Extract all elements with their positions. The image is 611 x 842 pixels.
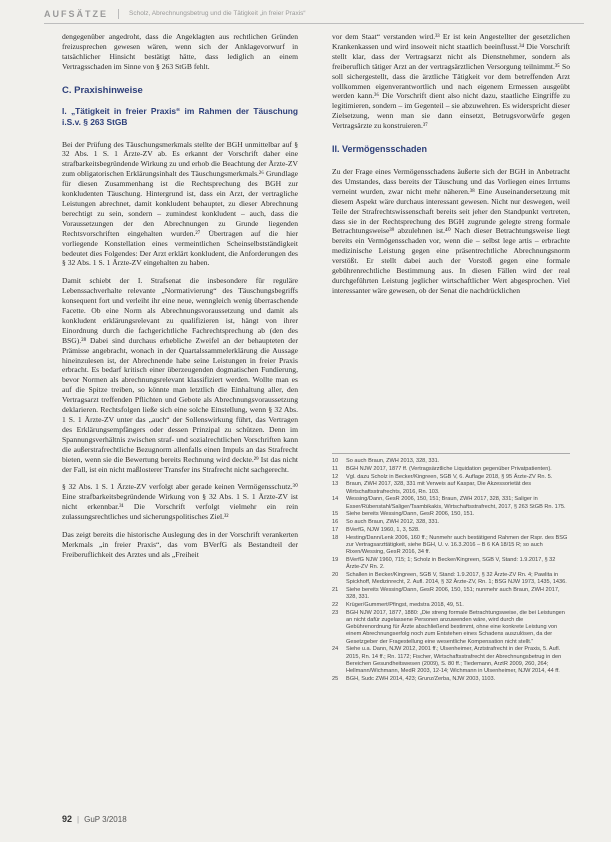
footnote-item [332,527,570,534]
right-column [332,32,570,304]
footnote-number: 13 [332,481,339,488]
footnote-text: BGH NJW 2017, 1877, 1880: „Die streng formale Betrachtungsweise, die bei Leistungen an nicht dafür zugelassene Personen anzuwenden wäre, wird durch die Gebührenordnung für Ärzte abschließend bestimmt, ohne eine konkrete Leistung von einem Abrechnungserfolg noch zum Entstehen eines Schadens auszulösen, da der Gesetzgeber der Fragestellung eine wesentliche Kompensation nicht stellt.“ [346,609,565,645]
footnote-number: 15 [332,511,339,518]
footnote-item [332,458,570,465]
footnote-item [332,646,570,675]
left-paragraph-2: Damit schiebt der I. Strafsenat die insbesondere für reguläre Lebenssachverhalte relevante „Normativierung“ des Täuschungsbegriffs konsequent fort und verleiht ihr eine neue, wenngleich wenig überraschende Facette. Ob eine Norm als Abrechnungsvoraussetzung und damit als konkludent erklärungsrelevant zu qualifizieren ist, hängt von ihrer Einordnung durch die fachgerichtliche Fachrechtsprechung ab (den des BSG).²⁸ Dabei sind durchaus erhebliche Zweifel an der behaupteten der Prämisse angebracht, wonach in der Quartalssammelerklärung die Aussage hineinzulesen ist, der Abrechnende habe seine Leistungen in freier Praxis erbracht. Es bedarf kritisch einer überzeugenden dogmatischen Fundierung, bevor Normen als abrechnungsrelevant klassifiziert werden. Wollte man es auf die Spitze treiben, so könnte man letztlich die Einhaltung aller, den Vertragsarzt treffenden Pflichten und Gebote als Abrechnungsvoraussetzung deklarieren. Rechtsfolgen ließe sich eine solche Einstellung, wenn § 32 Abs. 1 S. 1 Ärzte-ZV unter das „auch“ der Sollenswirkung führt, das Vertragen des Erklärungsempfängers oder dessen Prinzipal zu schützen. Denn im Spannungsverhältnis zwischen straf- und sozialrechtlichen Vorschriften kann die außerstrafrechtliche Bezugnorm allenfalls einen Impuls an das Strafrecht bieten, wenn sie die Bewertung bereits Rechnung wird deckte.²⁹ Ist das nicht der Fall, ist ein nicht maßlosterer Transfer ins Strafrecht nicht sachgerecht. [62,276,298,474]
footnote-text: Siehe u.a. Dann, NJW 2012, 2001 ff.; Ulsenheimer, Arztstrafrecht in der Praxis, 5. Aufl. 2015, Rn. 14 ff.; Rn. 1172; Fischer, Wirtschaftsstrafrecht der Abrechnungsbetrug in den Bereichen Gesundheitswesen (2009), S. 80 ff.; Tiedemann, ArztR 2009, 260, 264; Hellmann/Wichmann, MedR 2003, 12-14; Wichmann in Ulsenheimer, NJW 2014, 44 ff. [346,646,562,674]
left-paragraph-3: § 32 Abs. 1 S. 1 Ärzte-ZV verfolgt aber gerade keinen Vermögensschutz.³⁰ Eine strafbarkeitsbegründende Wirkung von § 32 Abs. 1 S. 1 Ärzte-ZV ist nicht erkennbar.³¹ Die Vorschrift verfolgt vielmehr ein rein zulassungsrechtliches und sicherungspolitisches Ziel.³² [62,482,298,522]
footnote-text: BGH, Sudc ZWH 2014, 423; Grunz/Zerba, NJW 2003, 1103. [346,675,496,682]
footnote-text: Braun, ZWH 2017, 328, 331 mit Verweis auf Kaspar, Die Akzessorietät des Wirtschaftsstrafrechts, 2016, Rn. 103. [346,481,531,495]
footnote-item [332,511,570,518]
footnote-item [332,535,570,557]
footnote-number: 17 [332,526,339,533]
footnotes-section [332,453,570,684]
footnote-text: Schallen in Becker/Kingreen, SGB V, Stand: 1.9.2017, § 32 Ärzte-ZV Rn. 4; Pawlita in Spickhoff, Medizinrecht, 2. Aufl. 2014, § 32 Ärzte-ZV, Rn. 1; BSG NJW 1973, 1435, 1436. [346,571,567,586]
left-paragraph-4: Das zeigt bereits die historische Auslegung des in der Vorschrift verankerten Merkmals „in freier Praxis“, das vom BVerfG als Bestandteil der Freiberuflichkeit des Arztes und als „Freiheit [62,530,298,559]
left-paragraph-1: Bei der Prüfung des Täuschungsmerkmals stellte der BGH unmittelbar auf § 32 Abs. 1 S. 1 Ärzte-ZV ab. Es erkannt der Vorschrift daher eine strafbarkeitsbegründende Wirkung zu und erhob die Beachtung der Ärzte-ZV zum obligatorischen Erklärungsinhalt des Täuschungsmerkmals.²⁶ Grundlage für diesen Zusammenhang ist die Rechtsprechung des BGH zur konkludenten Täuschung. Hintergrund ist, dass ein Arzt, der vertragliche Leistungen abrechnet, damit konkludent behauptet, zu dieser Abrechnung berechtigt zu sein, sondern – zumindest konkludent – auch, dass die Voraussetzungen der den Abrechnungen zu Grunde liegenden Rechtsvorschriften eingehalten wurden.²⁷ Übertragen auf die hier vorliegende Konstellation eines vermeintlichen Scheinselbstständigkeit bedeutet dies Folgendes: Der Arzt erklärt konkludent, die Anforderungen des § 32 Abs. 1 S. 1 Ärzte-ZV eingehalten zu haben. [62,139,298,268]
right-paragraph-1: vor dem Staat“ verstanden wird.³³ Er ist kein Angestellter der gesetzlichen Krankenkassen und wird insoweit nicht staatlich beeinflusst.³⁴ Die Vorschrift stellt klar, dass der Vertragsarzt nicht als Dienstnehmer, sondern als freiberuflich tätiger Arzt an der vertragsärztlichen Versorgung teilnimmt.³⁵ So soll sichergestellt, dass die ärztliche Tätigkeit vor dem betreffenden Arzt vollkommen eigenverantwortlich und nach eigenem Ermessen ausgeübt werden kann.³⁶ Die Vorschrift dient also nicht dazu, staatliche Eingriffe zu legitimieren, sondern – im Gegenteil – sie abzuwehren. Es widerspricht dieser Zielsetzung, wenn man sie dann einsetzt, Betrugsvorwürfe gegen Vertragsärzte zu konstruieren.³⁷ [332,32,570,131]
footnote-item [332,519,570,526]
footnote-number: 19 [332,556,339,563]
footnote-text: BVerfG NJW 1960, 715; 1; Scholz in Becker/Kingreen, SGB V, Stand: 1.9.2017, § 32 Ärzte-ZV Rn. 2. [346,556,556,571]
footnote-item [332,572,570,586]
footnote-text: Siehe bereits Wessing/Dann, GesR 2006, 150, 151. [346,511,475,518]
left-intro-paragraph: dengegenüber angedroht, dass die Angeklagten aus rechtlichen Gründen freizusprechen gewesen wären, wenn sich der Anklagevorwurf in tatsächlicher Hinsicht bestätigt hätte, dass lediglich an einem Vertragsschaden im Sinne von § 263 StGB fehlt. [62,32,298,71]
left-column [62,32,298,568]
footnote-item [332,496,570,510]
header-article-title: Scholz, Abrechnungsbetrug und die Tätigkeit „in freier Praxis“ [129,10,306,17]
running-header [44,4,584,24]
footnote-item [332,474,570,481]
footnote-text: Hesting/Dann/Lenk 2006, 160 ff.; Nunmehr auch bestätigend Rahmen der Rspr. des BSG zur Vertragsarzttätigkeit, siehe BGH, U. v. 16.3.2016 – B 6 KA 18/15 R; so auch Rixen/Wessing, GesR 2016, 34 ff. [346,534,568,556]
footnote-number: 16 [332,519,339,526]
header-divider [118,9,119,19]
section-heading-practice-notes: C. Praxishinweise [62,84,143,96]
footnote-number: 20 [332,571,339,578]
footnote-text: Siehe bereits Wessing/Dann, GesR 2006, 150, 151; nunmehr auch Braun, ZWH 2017, 328, 331. [346,586,560,601]
footnote-number: 11 [332,465,338,472]
footnote-text: Krüger/Gummert/Pfingst, medstra 2018, 49, 51. [346,601,464,608]
footnote-number: 10 [332,458,339,464]
footnote-item [332,481,570,495]
footnote-number: 14 [332,496,339,503]
footnote-text: Vgl. dazu Scholz in Becker/Kingreen, SGB V, 6. Auflage 2018, § 95 Ärzte-ZV Rn. 5. [346,473,553,480]
footnote-item [332,676,570,683]
subsection-heading-damage: II. Vermögensschaden [332,144,428,155]
footnote-item [332,466,570,473]
footnote-text: BVerfG, NJW 1960, 1, 3, 528. [346,526,420,533]
subsection-heading-free-practice: I. „Tätigkeit in freier Praxis“ im Rahmen der Täuschung i.S.v. § 263 StGB [62,105,298,127]
footnote-text: So auch Braun, ZWH 2012, 328, 331. [346,519,440,526]
footnote-text: So auch Braun, ZWH 2013, 328, 331. [346,458,440,464]
footnote-item [332,587,570,601]
journal-issue: GuP 3/2018 [84,814,127,824]
footnote-number: 22 [332,601,339,608]
footnote-item [332,602,570,609]
footnote-number: 18 [332,534,339,541]
footnote-number: 21 [332,586,339,593]
footnote-number: 24 [332,646,339,653]
page-number: 92 [62,814,73,824]
page-footer [62,814,127,824]
footnote-item [332,557,570,571]
footnote-text: BGH NJW 2017, 1877 ff. (Vertragsärztliche Liquidation gegenüber Privatpatienten). [346,465,552,472]
footer-separator: | [77,814,80,824]
footnote-number: 25 [332,675,339,682]
footnote-item [332,610,570,646]
footnote-text: Wessing/Dann, GesR 2006, 150, 151; Braun, ZWH 2017, 328, 331; Saliger in Esser/Rübenstahl/Saliger/Tsambikakis, Wirtschaftsstrafrecht, 2017, § 263 StGB Rn. 175. [346,496,566,510]
right-paragraph-2: Zu der Frage eines Vermögensschadens äußerte sich der BGH in Anbetracht des Umstandes, dass bereits der Täuschung und das Vorliegen eines Irrtums verneint wurden, zwar nicht mehr näheren.³⁸ Eine Auseinandersetzung mit diesem Aspekt wäre durchaus interessant gewesen. Nicht nur deswegen, weil Teile der Strafrechtswissenschaft bereits seit jeher den Standpunkt vertreten, dass sie in der Rechtsprechung des BGH zugrunde gelegte streng formale Betrachtungsweise³⁹ abzulehnen ist.⁴⁰ Nach dieser Betrachtungsweise liegt bereits ein Vermögensschaden vor, wenn die – selbst lege artis – erbrachte medizinische Leistung gegen eine präsentrechtliche Abrechnungsnorm verstößt. Er stellt dabei auch der Vorstoß gegen eine formale gebührenrechtliche Bestimmung aus. In diesen Fällen wird der real durchgeführten Leistung jeglicher wirtschaftlicher Wert abgesprochen. Viel interessanter wäre gewesen, ob der Senat die nachdrücklichen [332,166,570,295]
footnote-number: 12 [332,473,339,480]
header-section-label: AUFSÄTZE [44,8,108,19]
footnote-number: 23 [332,609,339,616]
